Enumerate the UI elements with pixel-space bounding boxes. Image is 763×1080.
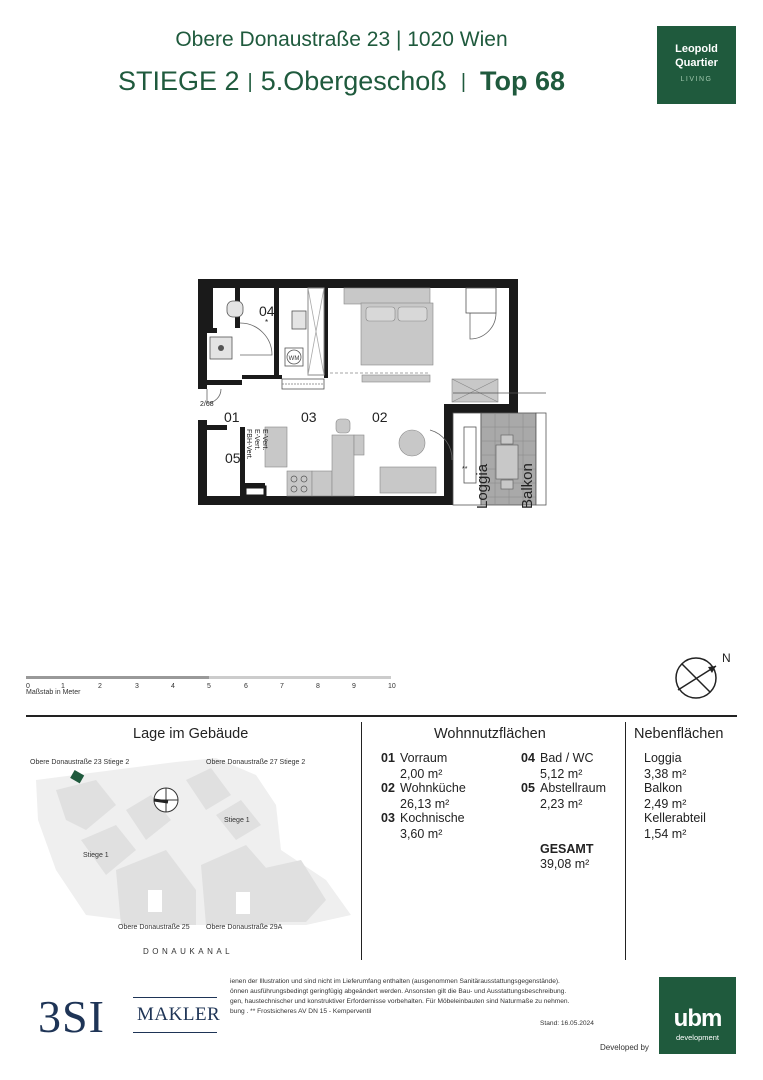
site-label: Obere Donaustraße 25: [118, 924, 190, 931]
scale-label: Maßstab in Meter: [26, 689, 81, 696]
north-arrow-icon: [672, 652, 742, 702]
address-line: Obere Donaustraße 23 | 1020 Wien: [175, 28, 508, 51]
site-label: Obere Donaustraße 23 Stiege 2: [30, 759, 130, 766]
wohn-heading: Wohnnutzflächen: [434, 726, 546, 742]
scale-bar: [26, 676, 406, 690]
shaft-label-1: E-Vert.: [253, 429, 260, 451]
site-label: Obere Donaustraße 29A: [206, 924, 283, 931]
balkon-label: Balkon: [519, 463, 536, 509]
stand-date: Stand: 16.05.2024: [540, 1020, 594, 1027]
top-label: Top 68: [480, 66, 566, 96]
door-label: 2/68: [200, 401, 214, 408]
unit-line: STIEGE 2 | 5.Obergeschoß | Top 68: [117, 66, 566, 96]
scale-tick: 3: [135, 683, 139, 690]
north-label: N: [722, 652, 731, 665]
scale-tick: 6: [244, 683, 248, 690]
ubm-logo: ubm development: [659, 977, 736, 1054]
disclaimer-text: ienen der Illustration und sind nicht im Lieferumfang enthalten (ausgenommen Sanitärausstattungsgegenstände). önnen ausführungsbedingt geringfügig abgeändert werden. Ansonsten gilt die Bau- und Ausstattungsbeschreibung. gen, haustechnischer und konstruktiver Erfordernisse vorbehalten. Für Möbeleinbauten sind Naturmaße zu nehmen. bung . ** Frostsicheres AV DN 15 - Kemperventil: [230, 978, 570, 1015]
site-label: Stiege 1: [224, 817, 250, 824]
developed-by-label: Developed by: [600, 1043, 649, 1052]
river-label: DONAUKANAL: [143, 947, 234, 956]
total-area: 39,08 m²: [540, 857, 590, 871]
room-number-01: 01: [224, 409, 240, 425]
floor-plan: [190, 275, 580, 515]
scale-tick: 0: [26, 683, 30, 690]
3si-logo: 3SI: [38, 991, 105, 1042]
lage-heading: Lage im Gebäude: [133, 726, 249, 742]
scale-tick: 10: [388, 683, 396, 690]
makler-logo-text: MAKLER: [133, 997, 217, 1033]
wm-label: WM: [288, 356, 300, 362]
area-item-02: 02 Wohnküche 26,13 m²: [381, 781, 466, 811]
scale-tick: 7: [280, 683, 284, 690]
scale-tick: 2: [98, 683, 102, 690]
site-plan: [26, 750, 356, 950]
scale-tick: 9: [352, 683, 356, 690]
stair-label: STIEGE 2: [117, 66, 240, 96]
floor-label: 5.Obergeschoß: [260, 66, 447, 96]
column-divider: [361, 722, 362, 960]
scale-tick: 1: [61, 683, 65, 690]
double-star-marker: **: [462, 466, 468, 473]
side-area-balkon: Balkon 2,49 m²: [644, 781, 687, 811]
area-item-04: 04 Bad / WC 5,12 m²: [521, 751, 594, 781]
neben-heading: Nebenflächen: [634, 726, 724, 742]
room-number-03: 03: [301, 409, 317, 425]
side-area-keller: Kellerabteil 1,54 m²: [644, 811, 706, 841]
column-divider: [625, 722, 626, 960]
shaft-label-3: E-Vert.: [261, 429, 268, 451]
room-number-05: 05: [225, 450, 241, 466]
loggia-label: Loggia: [474, 463, 491, 509]
scale-tick: 4: [171, 683, 175, 690]
site-label: Obere Donaustraße 27 Stiege 2: [206, 759, 306, 766]
area-item-03: 03 Kochnische 3,60 m²: [381, 811, 465, 841]
area-item-05: 05 Abstellraum 2,23 m²: [521, 781, 606, 811]
total-label: GESAMT: [540, 842, 594, 856]
section-divider: [26, 715, 737, 717]
room-number-02: 02: [372, 409, 388, 425]
shaft-label-2: FBH-Vert.: [245, 429, 252, 460]
scale-tick: 5: [207, 683, 211, 690]
site-label: Stiege 1: [83, 852, 109, 859]
room-number-04: 04: [259, 303, 275, 319]
scale-tick: 8: [316, 683, 320, 690]
side-area-loggia: Loggia 3,38 m²: [644, 751, 687, 781]
star-marker: *: [265, 318, 269, 327]
leopold-quartier-logo: Leopold Quartier LIVING: [657, 26, 736, 104]
area-item-01: 01 Vorraum 2,00 m²: [381, 751, 448, 781]
